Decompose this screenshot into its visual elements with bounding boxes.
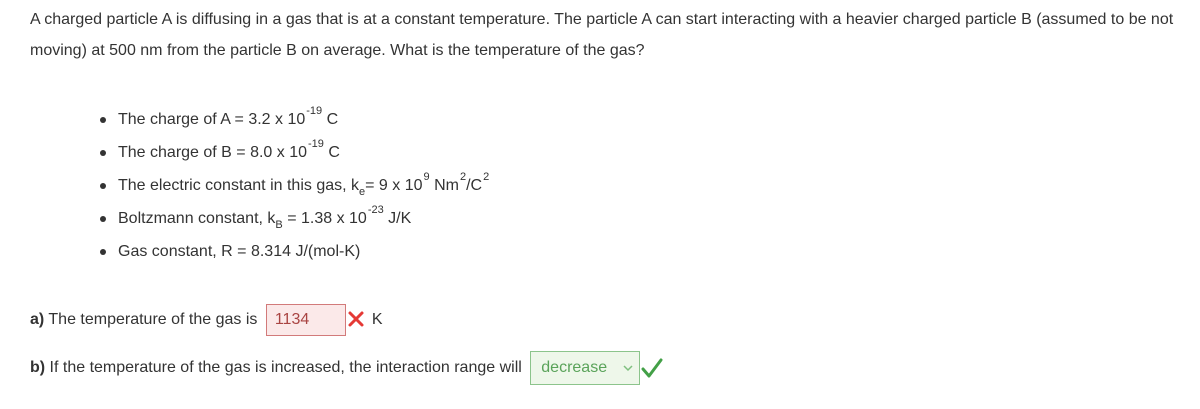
incorrect-x-icon bbox=[346, 304, 370, 336]
bullet-icon bbox=[100, 150, 106, 156]
bullet-icon bbox=[100, 249, 106, 255]
given-electric-constant: The electric constant in this gas, $k_e= 9$ x $10^9$ $Nm^2/C^2$ bbox=[100, 169, 489, 202]
givens-list bbox=[100, 103, 489, 268]
temperature-answer-input[interactable]: 1134 bbox=[266, 304, 346, 336]
part-b-text: If the temperature of the gas is increased, the interaction range will bbox=[45, 359, 522, 376]
part-a-text: The temperature of the gas is bbox=[44, 311, 258, 328]
unit-label: K bbox=[371, 311, 383, 328]
correct-check-icon bbox=[640, 351, 664, 383]
selected-option: decrease bbox=[541, 359, 608, 376]
given-gas-constant: Gas constant, R = 8.314 J/(mol-K) bbox=[100, 235, 489, 268]
part-a-row bbox=[30, 304, 383, 336]
part-b-prefix: b) bbox=[30, 359, 46, 376]
bullet-icon bbox=[100, 183, 106, 189]
part-a-prefix: a) bbox=[30, 311, 45, 328]
given-charge-a: The charge of A = 3.2 x $10^{-19}$ C bbox=[100, 103, 489, 136]
bullet-icon bbox=[100, 216, 106, 222]
question-text: A charged particle A is diffusing in a gas that is at a constant temperature. The particle A can start interacting with a heavier charged particle B (assumed to be not moving) at 500 nm from the particle B on average. What is the temperature of the gas? bbox=[30, 11, 1174, 59]
bullet-icon bbox=[100, 117, 106, 123]
interaction-range-select[interactable] bbox=[530, 351, 640, 385]
part-b-row bbox=[30, 351, 664, 385]
given-boltzmann-constant: Boltzmann constant, $k_B = 1.38$ x $10^{-23}$ J/K bbox=[100, 202, 489, 235]
given-charge-b: The charge of B = 8.0 x $10^{-19}$ C bbox=[100, 136, 489, 169]
chevron-down-icon bbox=[623, 364, 633, 372]
